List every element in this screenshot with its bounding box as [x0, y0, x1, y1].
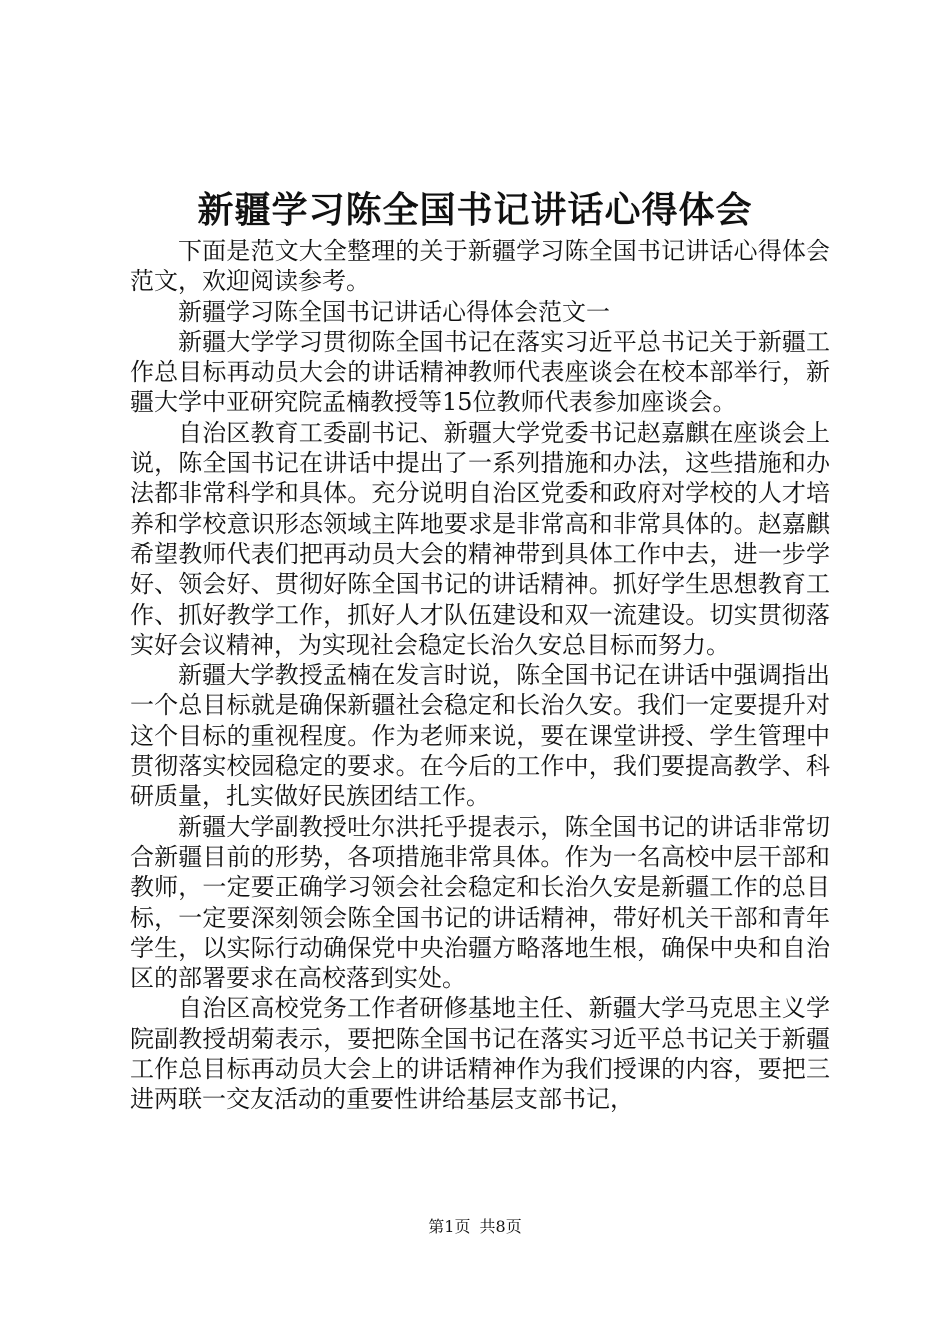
page-number-footer: 第1页 共8页	[428, 1217, 522, 1236]
body-paragraph: 新疆大学副教授吐尔洪托乎提表示，陈全国书记的讲话非常切合新疆目前的形势，各项措施非常具体。作为一名高校中层干部和教师，一定要正确学习领会社会稳定和长治久安是新疆工作的总目标，一定要深刻领会陈全国书记的讲话精神，带好机关干部和青年学生，以实际行动确保党中央治疆方略落地生根，确保中央和自治区的部署要求在高校落到实处。	[130, 812, 830, 993]
body-paragraph: 新疆大学教授孟楠在发言时说，陈全国书记在讲话中强调指出一个总目标就是确保新疆社会稳定和长治久安。我们一定要提升对这个目标的重视程度。作为老师来说，要在课堂讲授、学生管理中贯彻落实校园稳定的要求。在今后的工作中，我们要提高教学、科研质量，扎实做好民族团结工作。	[130, 661, 830, 811]
section-heading: 新疆学习陈全国书记讲话心得体会范文一	[178, 297, 610, 326]
body-paragraph: 新疆大学学习贯彻陈全国书记在落实习近平总书记关于新疆工作总目标再动员大会的讲话精神教师代表座谈会在校本部举行，新疆大学中亚研究院孟楠教授等15位教师代表参加座谈会。	[130, 327, 830, 417]
document-title: 新疆学习陈全国书记讲话心得体会	[197, 189, 753, 231]
intro-paragraph: 下面是范文大全整理的关于新疆学习陈全国书记讲话心得体会范文，欢迎阅读参考。	[130, 237, 830, 296]
document-body	[130, 236, 830, 1115]
body-paragraph: 自治区高校党务工作者研修基地主任、新疆大学马克思主义学院副教授胡菊表示，要把陈全国书记在落实习近平总书记关于新疆工作总目标再动员大会上的讲话精神作为我们授课的内容，要把三进两联一交友活动的重要性讲给基层支部书记，	[130, 994, 830, 1114]
body-paragraph: 自治区教育工委副书记、新疆大学党委书记赵嘉麒在座谈会上说，陈全国书记在讲话中提出了一系列措施和办法，这些措施和办法都非常科学和具体。充分说明自治区党委和政府对学校的人才培养和学校意识形态领域主阵地要求是非常高和非常具体的。赵嘉麒希望教师代表们把再动员大会的精神带到具体工作中去，进一步学好、领会好、贯彻好陈全国书记的讲话精神。抓好学生思想教育工作、抓好教学工作，抓好人才队伍建设和双一流建设。切实贯彻落实好会议精神，为实现社会稳定长治久安总目标而努力。	[130, 418, 830, 659]
